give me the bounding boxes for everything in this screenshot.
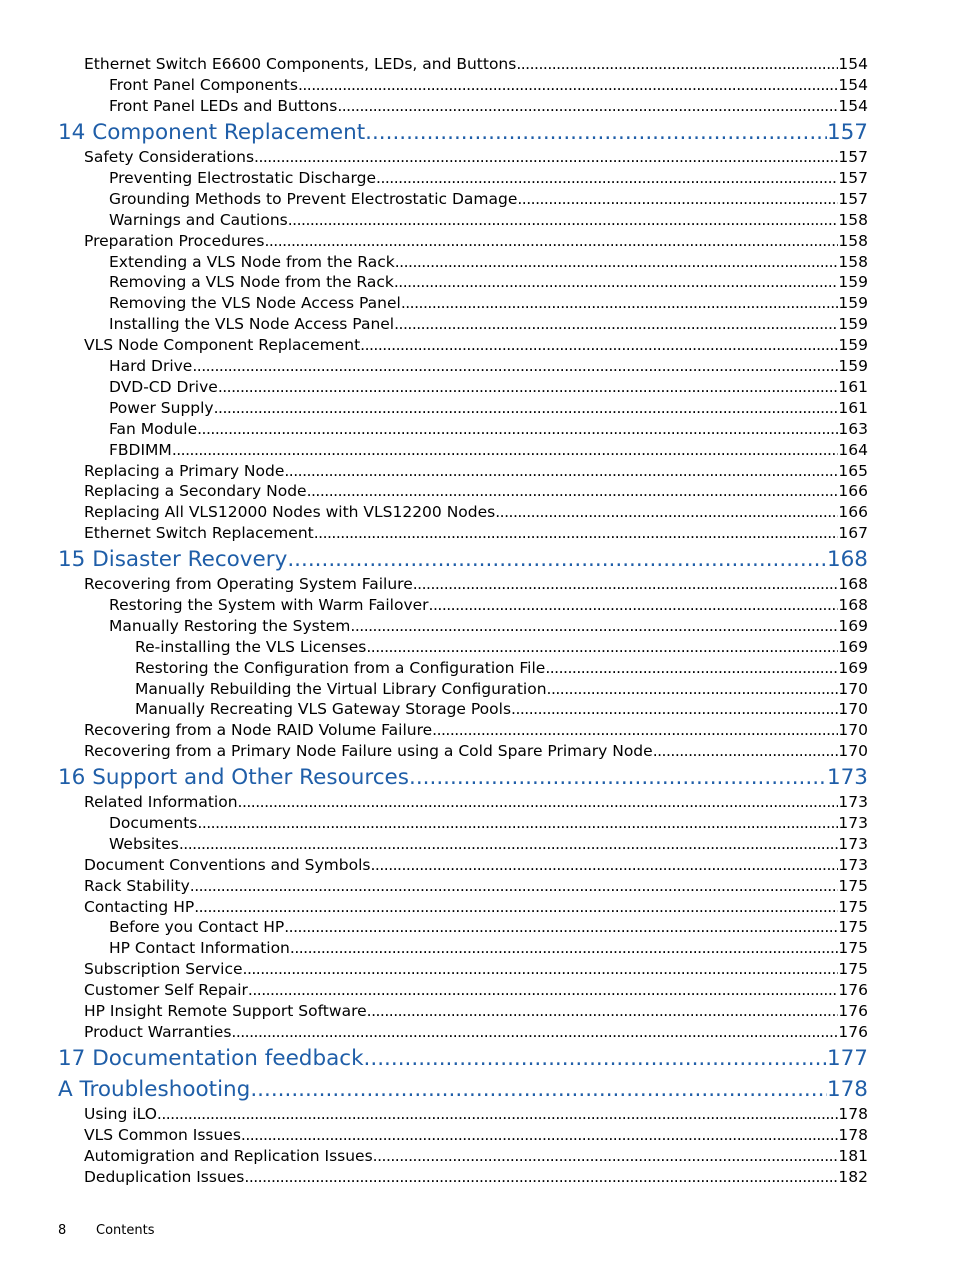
toc-entry-page: 158 (838, 210, 868, 229)
toc-entry-page: 182 (838, 1167, 868, 1186)
toc-entry-page: 168 (826, 547, 868, 572)
toc-entry-page: 161 (838, 377, 868, 396)
toc-entry-page: 158 (838, 252, 868, 271)
toc-entry-page: 159 (838, 294, 868, 313)
dot-leader (307, 482, 839, 500)
footer-page-number: 8 (58, 1223, 67, 1238)
dot-leader (373, 1147, 839, 1165)
toc-entry-page: 173 (838, 813, 868, 832)
toc-entry-title: Hard Drive (109, 357, 193, 375)
dot-leader (192, 357, 838, 375)
toc-entry[interactable] (84, 981, 868, 999)
toc-entry-page: 170 (838, 700, 868, 719)
toc-entry-page: 173 (838, 793, 868, 811)
toc-entry-title: HP Insight Remote Support Software (84, 1002, 367, 1020)
toc-entry[interactable] (109, 190, 868, 208)
toc-entry[interactable] (135, 700, 868, 718)
toc-entry-title: Subscription Service (84, 960, 243, 979)
toc-chapter-entry[interactable] (58, 120, 868, 145)
dot-leader (371, 856, 839, 874)
toc-entry-page: 161 (838, 398, 868, 417)
toc-entry-title: Preparation Procedures (84, 231, 265, 250)
toc-entry-title: Warnings and Cautions (109, 210, 288, 229)
dot-leader (365, 120, 827, 145)
toc-entry-title: Restoring the Configuration from a Configuration File (135, 658, 546, 677)
toc-entry-page: 159 (838, 336, 868, 355)
toc-entry-page: 181 (838, 1146, 868, 1165)
toc-entry-page: 159 (838, 273, 868, 292)
toc-entry-title: 16 Support and Other Resources (58, 765, 409, 790)
toc-entry-page: 175 (838, 897, 868, 916)
dot-leader (395, 253, 839, 271)
toc-entry[interactable] (84, 1147, 868, 1165)
dot-leader (290, 939, 839, 957)
toc-entry-title: Websites (109, 834, 179, 853)
toc-entry[interactable] (84, 482, 868, 500)
toc-entry-title: Deduplication Issues (84, 1167, 245, 1186)
toc-entry-title: Front Panel LEDs and Buttons (109, 96, 338, 115)
toc-entry-page: 178 (826, 1077, 868, 1102)
dot-leader (337, 97, 838, 115)
toc-entry[interactable] (109, 378, 868, 396)
page-footer (58, 1223, 154, 1238)
toc-entry[interactable] (84, 856, 868, 874)
toc-entry[interactable] (84, 232, 868, 250)
toc-entry-title: 17 Documentation feedback (58, 1046, 364, 1071)
toc-entry[interactable] (84, 1126, 868, 1144)
toc-entry-page: 176 (838, 1022, 868, 1041)
toc-entry[interactable] (84, 575, 868, 593)
toc-entry-title: A Troubleshooting (58, 1077, 251, 1102)
dot-leader (214, 399, 839, 417)
dot-leader (516, 55, 838, 73)
dot-leader (194, 898, 838, 916)
toc-entry-title: VLS Common Issues (84, 1125, 241, 1144)
toc-entry-page: 165 (838, 461, 868, 480)
dot-leader (218, 378, 839, 396)
toc-entry-title: Power Supply (109, 398, 214, 417)
dot-leader (231, 1023, 838, 1041)
toc-entry-title: Manually Restoring the System (109, 616, 351, 635)
toc-entry-title: Related Information (84, 793, 238, 811)
toc-entry[interactable] (109, 76, 868, 94)
toc-chapter-entry[interactable] (58, 547, 868, 572)
toc-entry-title: Removing the VLS Node Access Panel (109, 294, 401, 313)
dot-leader (429, 596, 839, 614)
toc-entry-page: 170 (838, 742, 868, 761)
toc-entry[interactable] (109, 294, 868, 312)
toc-entry[interactable] (84, 1105, 868, 1123)
dot-leader (243, 960, 839, 978)
toc-entry[interactable] (135, 638, 868, 656)
toc-entry-title: VLS Node Component Replacement (84, 336, 361, 355)
dot-leader (179, 835, 839, 853)
toc-entry-page: 176 (838, 1002, 868, 1020)
toc-entry-title: Safety Considerations (84, 148, 255, 166)
toc-entry-page: 166 (838, 503, 868, 522)
dot-leader (264, 232, 838, 250)
toc-entry[interactable] (84, 877, 868, 895)
toc-entry-title: Ethernet Switch Replacement (84, 524, 314, 543)
dot-leader (394, 315, 838, 333)
dot-leader (545, 659, 838, 677)
dot-leader (244, 1168, 838, 1186)
dot-leader (284, 918, 838, 936)
toc-entry[interactable] (109, 357, 868, 375)
toc-entry[interactable] (84, 148, 868, 166)
dot-leader (250, 1077, 827, 1102)
toc-entry[interactable] (84, 1002, 868, 1020)
toc-entry[interactable] (109, 596, 868, 614)
toc-entry[interactable] (109, 939, 868, 957)
toc-entry[interactable] (109, 273, 868, 291)
toc-entry-page: 168 (838, 575, 868, 593)
toc-entry-title: Replacing a Primary Node (84, 461, 285, 480)
dot-leader (413, 575, 839, 593)
dot-leader (298, 76, 838, 94)
toc-entry-page: 157 (838, 168, 868, 187)
dot-leader (238, 793, 839, 811)
toc-entry[interactable] (109, 441, 868, 459)
toc-entry[interactable] (109, 918, 868, 936)
toc-entry[interactable] (84, 1168, 868, 1186)
toc-entry[interactable] (135, 680, 868, 698)
toc-entry-page: 154 (838, 55, 868, 73)
toc-entry-title: Grounding Methods to Prevent Electrostatic Damage (109, 189, 518, 208)
toc-entry-page: 159 (838, 315, 868, 334)
dot-leader (366, 638, 838, 656)
toc-entry-page: 177 (826, 1046, 868, 1071)
toc-entry-title: Restoring the System with Warm Failover (109, 595, 429, 614)
toc-entry[interactable] (84, 742, 868, 760)
toc-entry-page: 166 (838, 482, 868, 501)
toc-entry-title: Manually Recreating VLS Gateway Storage Pools (135, 700, 512, 719)
toc-entry[interactable] (109, 315, 868, 333)
toc-entry-title: HP Contact Information (109, 939, 290, 958)
dot-leader (401, 294, 839, 312)
toc-entry-page: 175 (838, 960, 868, 979)
toc-entry[interactable] (84, 898, 868, 916)
toc-entry-title: FBDIMM (109, 440, 172, 459)
toc-entry-page: 157 (838, 189, 868, 208)
toc-entry-page: 170 (838, 721, 868, 740)
dot-leader (517, 190, 838, 208)
dot-leader (432, 721, 838, 739)
dot-leader (495, 503, 838, 521)
toc-entry-title: Replacing a Secondary Node (84, 482, 307, 501)
toc-entry-title: Re-installing the VLS Licenses (135, 637, 367, 656)
toc-entry[interactable] (84, 462, 868, 480)
toc-entry-title: Installing the VLS Node Access Panel (109, 315, 395, 334)
dot-leader (197, 814, 838, 832)
toc-entry-title: Recovering from a Node RAID Volume Failure (84, 721, 433, 740)
toc-entry-page: 170 (838, 679, 868, 698)
toc-chapter-entry[interactable] (58, 1077, 868, 1102)
dot-leader (284, 462, 838, 480)
toc-entry[interactable] (84, 793, 868, 811)
toc-entry-title: Before you Contact HP (109, 918, 285, 937)
dot-leader (241, 1126, 839, 1144)
toc-entry-title: Replacing All VLS12000 Nodes with VLS12200 Nodes (84, 503, 496, 522)
dot-leader (394, 273, 839, 291)
toc-entry[interactable] (84, 503, 868, 521)
toc-entry[interactable] (109, 253, 868, 271)
toc-entry-page: 164 (838, 440, 868, 459)
toc-entry-page: 159 (838, 357, 868, 375)
toc-entry-title: Extending a VLS Node from the Rack (109, 252, 395, 271)
dot-leader (314, 524, 839, 542)
dot-leader (547, 680, 839, 698)
toc-entry-page: 168 (838, 595, 868, 614)
dot-leader (360, 336, 838, 354)
toc-entry-page: 169 (838, 658, 868, 677)
toc-entry[interactable] (84, 524, 868, 542)
toc-entry-page: 173 (826, 765, 868, 790)
toc-entry[interactable] (84, 721, 868, 739)
dot-leader (376, 169, 838, 187)
toc-entry-title: Automigration and Replication Issues (84, 1146, 373, 1165)
toc-entry-page: 173 (838, 834, 868, 853)
toc-entry[interactable] (135, 659, 868, 677)
toc-entry[interactable] (109, 835, 868, 853)
toc-entry-page: 163 (838, 419, 868, 438)
dot-leader (409, 765, 827, 790)
toc-entry[interactable] (109, 814, 868, 832)
toc-entry-title: Preventing Electrostatic Discharge (109, 168, 377, 187)
dot-leader (367, 1002, 839, 1020)
toc-entry-title: 15 Disaster Recovery (58, 547, 288, 572)
toc-entry[interactable] (109, 399, 868, 417)
toc-entry-title: Contacting HP (84, 897, 195, 916)
dot-leader (511, 700, 838, 718)
toc-entry-page: 175 (838, 918, 868, 937)
toc-entry[interactable] (84, 55, 868, 73)
dot-leader (254, 148, 838, 166)
toc-entry-page: 176 (838, 981, 868, 1000)
dot-leader (350, 617, 838, 635)
toc-entry-title: Ethernet Switch E6600 Components, LEDs, and Buttons (84, 55, 517, 73)
toc-entry-page: 178 (838, 1125, 868, 1144)
toc-entry-title: Recovering from Operating System Failure (84, 575, 413, 593)
dot-leader (287, 547, 827, 572)
toc-entry-page: 169 (838, 616, 868, 635)
toc-entry-title: Recovering from a Primary Node Failure using a Cold Spare Primary Node (84, 742, 653, 761)
toc-entry[interactable] (84, 960, 868, 978)
toc-entry-title: Product Warranties (84, 1022, 232, 1041)
dot-leader (197, 420, 838, 438)
toc-chapter-entry[interactable] (58, 765, 868, 790)
toc-entry[interactable] (109, 169, 868, 187)
toc-entry-title: DVD-CD Drive (109, 377, 218, 396)
toc-entry[interactable] (109, 617, 868, 635)
toc-entry-page: 154 (838, 75, 868, 94)
toc-entry[interactable] (84, 1023, 868, 1041)
toc-entry-title: Document Conventions and Symbols (84, 855, 371, 874)
toc-entry-page: 158 (838, 231, 868, 250)
toc-entry-page: 175 (838, 939, 868, 958)
toc-entry-title: Customer Self Repair (84, 981, 248, 1000)
dot-leader (190, 877, 839, 895)
toc-entry-title: Removing a VLS Node from the Rack (109, 273, 394, 292)
toc-entry-page: 167 (838, 524, 868, 543)
dot-leader (653, 742, 839, 760)
toc-entry-page: 169 (838, 637, 868, 656)
toc-entry[interactable] (109, 211, 868, 229)
toc-entry-title: Documents (109, 813, 198, 832)
footer-label: Contents (96, 1223, 155, 1238)
toc-chapter-entry[interactable] (58, 1046, 868, 1071)
dot-leader (288, 211, 839, 229)
toc-entry-title: Fan Module (109, 419, 198, 438)
toc-entry-title: 14 Component Replacement (58, 120, 366, 145)
toc-entry-page: 157 (826, 120, 868, 145)
toc-entry[interactable] (109, 97, 868, 115)
toc-entry-page: 173 (838, 855, 868, 874)
toc-entry-title: Using iLO (84, 1105, 157, 1123)
toc-entry-page: 175 (838, 876, 868, 895)
toc-entry[interactable] (109, 420, 868, 438)
dot-leader (248, 981, 838, 999)
dot-leader (157, 1105, 839, 1123)
toc-entry-title: Front Panel Components (109, 75, 298, 94)
toc-entry-page: 157 (838, 148, 868, 166)
toc-entry-page: 178 (838, 1105, 868, 1123)
toc-entry[interactable] (84, 336, 868, 354)
toc-entry-title: Manually Rebuilding the Virtual Library Configuration (135, 679, 547, 698)
dot-leader (172, 441, 839, 459)
toc-entry-title: Rack Stability (84, 876, 190, 895)
toc-entry-page: 154 (838, 96, 868, 115)
dot-leader (364, 1046, 827, 1071)
